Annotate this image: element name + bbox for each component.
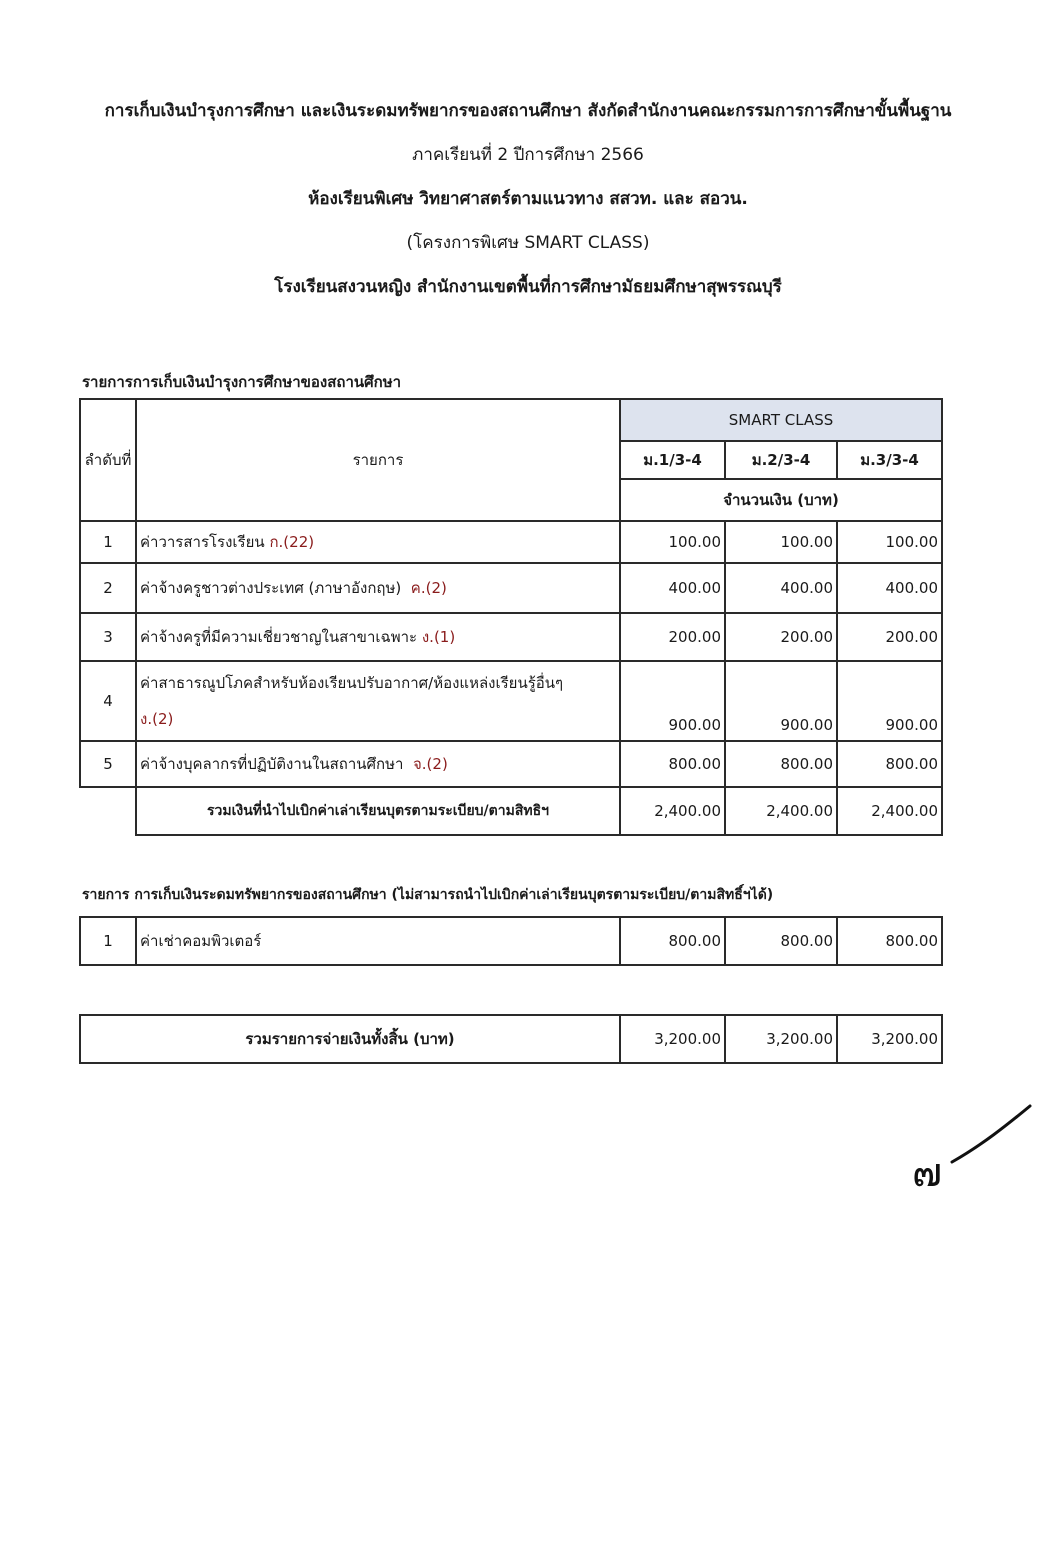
col-no-header: ลำดับที่ [80, 399, 136, 521]
row-item: ค่าจ้างบุคลากรที่ปฏิบัติงานในสถานศึกษา จ.(2) [136, 741, 620, 787]
row-code: ง.(2) [140, 710, 174, 728]
row-no: 2 [80, 563, 136, 613]
page-number: ๗ [912, 1100, 1032, 1180]
row-code: ง.(1) [421, 628, 456, 646]
amount-header: จำนวนเงิน (บาท) [620, 479, 942, 521]
row-no: 1 [80, 917, 136, 965]
row-value: 400.00 [725, 563, 837, 613]
table-row [80, 661, 942, 741]
header-semester: ภาคเรียนที่ 2 ปีการศึกษา 2566 [412, 145, 644, 165]
fees-table [79, 398, 943, 836]
resource-table [79, 916, 943, 966]
row-item: ค่าจ้างครูที่มีความเชี่ยวชาญในสาขาเฉพาะ ง.(1) [136, 613, 620, 661]
row-code: ก.(22) [269, 533, 315, 551]
total-label: รวมเงินที่นำไปเบิกค่าเล่าเรียนบุตรตามระเบียบ/ตามสิทธิฯ [136, 787, 620, 835]
row-value: 900.00 [837, 661, 942, 741]
table-row [80, 613, 942, 661]
row-item: ค่าวารสารโรงเรียน ก.(22) [136, 521, 620, 563]
row-no: 1 [80, 521, 136, 563]
row-no: 3 [80, 613, 136, 661]
total-value: 2,400.00 [837, 787, 942, 835]
row-item: ค่าจ้างครูชาวต่างประเทศ (ภาษาอังกฤษ) ค.(2) [136, 563, 620, 613]
grade-header: ม.1/3-4 [620, 441, 725, 479]
row-value: 900.00 [725, 661, 837, 741]
row-no: 4 [80, 661, 136, 741]
table-row [80, 917, 942, 965]
row-code: จ.(2) [413, 755, 448, 773]
group-header: SMART CLASS [620, 399, 942, 441]
row-value: 400.00 [620, 563, 725, 613]
grand-total-value: 3,200.00 [725, 1015, 837, 1063]
grand-total-value: 3,200.00 [620, 1015, 725, 1063]
row-value: 200.00 [837, 613, 942, 661]
row-value: 800.00 [725, 741, 837, 787]
header-title: การเก็บเงินบำรุงการศึกษา และเงินระดมทรัพยากรของสถานศึกษา สังกัดสำนักงานคณะกรรมการการศึกษาขั้นพื้นฐาน [104, 101, 952, 121]
row-item: ค่าเช่าคอมพิวเตอร์ [136, 917, 620, 965]
row-no: 5 [80, 741, 136, 787]
header-program: ห้องเรียนพิเศษ วิทยาศาสตร์ตามแนวทาง สสวท. และ สอวน. [308, 189, 748, 209]
row-item: ค่าสาธารณูปโภคสำหรับห้องเรียนปรับอากาศ/ห้องแหล่งเรียนรู้อื่นๆ ง.(2) [136, 661, 620, 741]
grade-header: ม.3/3-4 [837, 441, 942, 479]
row-value: 200.00 [725, 613, 837, 661]
table-row [80, 741, 942, 787]
total-row [80, 787, 942, 835]
header-project: (โครงการพิเศษ SMART CLASS) [406, 233, 650, 253]
col-item-header: รายการ [136, 399, 620, 521]
row-value: 400.00 [837, 563, 942, 613]
total-value: 2,400.00 [620, 787, 725, 835]
total-value: 2,400.00 [725, 787, 837, 835]
row-value: 800.00 [725, 917, 837, 965]
grand-total-table [79, 1014, 943, 1064]
row-value: 800.00 [837, 741, 942, 787]
header-school: โรงเรียนสงวนหญิง สำนักงานเขตพื้นที่การศึกษามัธยมศึกษาสุพรรณบุรี [274, 277, 782, 297]
row-value: 900.00 [620, 661, 725, 741]
pen-stroke-icon [912, 1100, 1032, 1180]
section1-label: รายการการเก็บเงินบำรุงการศึกษาของสถานศึกษา [82, 373, 402, 391]
grand-total-row [80, 1015, 942, 1063]
grade-header: ม.2/3-4 [725, 441, 837, 479]
row-value: 100.00 [725, 521, 837, 563]
section2-label: รายการ การเก็บเงินระดมทรัพยากรของสถานศึกษา (ไม่สามารถนำไปเบิกค่าเล่าเรียนบุตรตามระเบียบ/ตามสิทธิ์ฯได้) [82, 887, 774, 903]
table-row [80, 563, 942, 613]
row-value: 800.00 [620, 741, 725, 787]
total-row-spacer [80, 787, 136, 835]
document-header [0, 100, 1056, 320]
row-value: 100.00 [620, 521, 725, 563]
row-value: 100.00 [837, 521, 942, 563]
row-value: 800.00 [620, 917, 725, 965]
grand-total-label: รวมรายการจ่ายเงินทั้งสิ้น (บาท) [80, 1015, 620, 1063]
row-code: ค.(2) [410, 579, 447, 597]
row-value: 800.00 [837, 917, 942, 965]
row-value: 200.00 [620, 613, 725, 661]
table-row [80, 521, 942, 563]
grand-total-value: 3,200.00 [837, 1015, 942, 1063]
